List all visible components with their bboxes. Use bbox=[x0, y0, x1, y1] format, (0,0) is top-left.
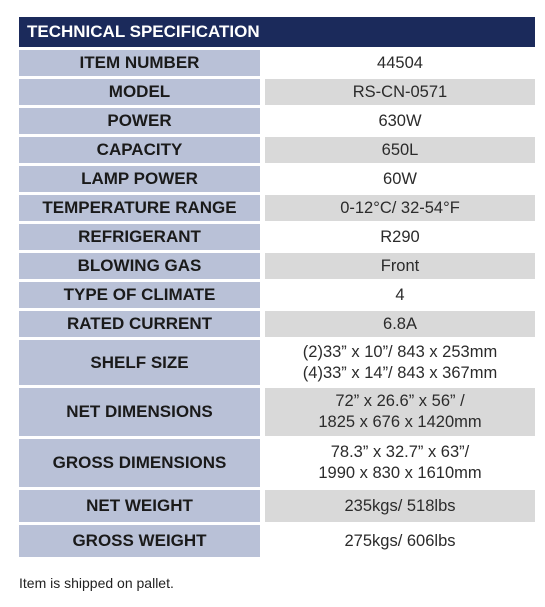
spec-label: MODEL bbox=[19, 79, 260, 105]
spec-value bbox=[265, 525, 535, 557]
spec-value bbox=[265, 50, 535, 76]
spec-label: GROSS DIMENSIONS bbox=[19, 439, 260, 487]
spec-value-line: R290 bbox=[380, 227, 420, 246]
spec-label: ITEM NUMBER bbox=[19, 50, 260, 76]
spec-value bbox=[265, 282, 535, 308]
spec-label: BLOWING GAS bbox=[19, 253, 260, 279]
spec-label: NET WEIGHT bbox=[19, 490, 260, 522]
spec-value-line: RS-CN-0571 bbox=[352, 82, 448, 101]
spec-value-line: 630W bbox=[378, 111, 422, 130]
spec-value-line: 72” x 26.6” x 56” / bbox=[335, 392, 465, 410]
spec-value-line: 1825 x 676 x 1420mm bbox=[318, 413, 482, 431]
spec-value bbox=[265, 439, 535, 487]
spec-value bbox=[265, 166, 535, 192]
spec-label: CAPACITY bbox=[19, 137, 260, 163]
spec-value bbox=[265, 490, 535, 522]
spec-label: TYPE OF CLIMATE bbox=[19, 282, 260, 308]
table-row bbox=[19, 311, 535, 337]
spec-value-line: 650L bbox=[381, 140, 419, 159]
table-row bbox=[19, 253, 535, 279]
spec-value bbox=[265, 108, 535, 134]
spec-table bbox=[19, 17, 535, 560]
spec-value-line: 78.3” x 32.7” x 63”/ bbox=[330, 443, 470, 461]
spec-label: LAMP POWER bbox=[19, 166, 260, 192]
table-row bbox=[19, 388, 535, 436]
spec-label: SHELF SIZE bbox=[19, 340, 260, 385]
spec-rows bbox=[19, 50, 535, 557]
spec-value-line: 1990 x 830 x 1610mm bbox=[318, 464, 482, 482]
spec-value bbox=[265, 311, 535, 337]
table-row bbox=[19, 195, 535, 221]
table-header: TECHNICAL SPECIFICATION bbox=[19, 17, 535, 47]
table-row bbox=[19, 137, 535, 163]
spec-value bbox=[265, 224, 535, 250]
spec-value bbox=[265, 253, 535, 279]
shipping-note: Item is shipped on pallet. bbox=[19, 575, 174, 591]
spec-value-line: 0-12°C/ 32-54°F bbox=[340, 198, 460, 217]
spec-label: RATED CURRENT bbox=[19, 311, 260, 337]
spec-value-line: 235kgs/ 518lbs bbox=[344, 496, 456, 515]
spec-value bbox=[265, 195, 535, 221]
spec-label: TEMPERATURE RANGE bbox=[19, 195, 260, 221]
spec-value-line: 44504 bbox=[377, 53, 423, 72]
table-row bbox=[19, 224, 535, 250]
table-row bbox=[19, 50, 535, 76]
spec-label: GROSS WEIGHT bbox=[19, 525, 260, 557]
spec-value-line: 60W bbox=[383, 169, 417, 188]
spec-label: REFRIGERANT bbox=[19, 224, 260, 250]
table-row bbox=[19, 108, 535, 134]
spec-value bbox=[265, 137, 535, 163]
spec-value-line: (4)33” x 14”/ 843 x 367mm bbox=[302, 363, 498, 382]
table-row bbox=[19, 490, 535, 522]
spec-value bbox=[265, 388, 535, 436]
spec-label: POWER bbox=[19, 108, 260, 134]
spec-value-line: 6.8A bbox=[383, 314, 417, 333]
table-row bbox=[19, 166, 535, 192]
spec-value-line: (2)33” x 10”/ 843 x 253mm bbox=[302, 342, 498, 361]
spec-value-line: 275kgs/ 606lbs bbox=[344, 531, 456, 550]
table-row bbox=[19, 79, 535, 105]
table-row bbox=[19, 525, 535, 557]
spec-value-line: 4 bbox=[395, 285, 405, 304]
spec-label: NET DIMENSIONS bbox=[19, 388, 260, 436]
spec-value bbox=[265, 340, 535, 385]
spec-value-line: Front bbox=[380, 256, 420, 275]
spec-value bbox=[265, 79, 535, 105]
table-row bbox=[19, 340, 535, 385]
table-row bbox=[19, 439, 535, 487]
table-row bbox=[19, 282, 535, 308]
